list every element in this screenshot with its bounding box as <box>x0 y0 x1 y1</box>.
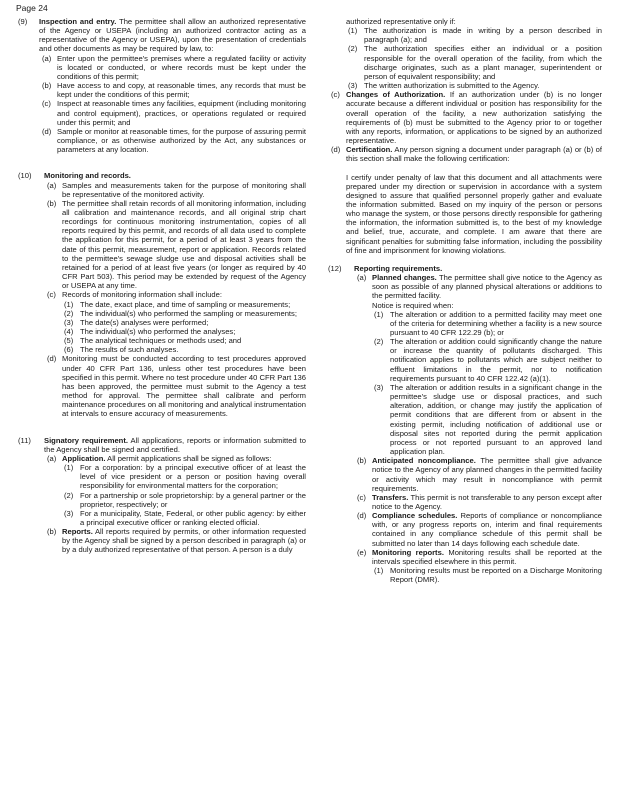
item-text: The date, exact place, and time of sampling or measurements; <box>80 299 291 309</box>
item-text: Reports of compliance or noncompliance with, or any progress reports on, interim and final requirements contained in any compliance schedule of this permit shall be submitted no later than 14 days following each schedule date. <box>372 511 602 548</box>
item-number: (3) <box>64 508 74 518</box>
section-title: Reporting requirements. <box>354 263 443 273</box>
item-number: (1) <box>348 26 358 36</box>
item-title: Transfers. <box>372 492 409 502</box>
item-text: Monitoring results shall be reported at the intervals specified elsewhere in this permit. <box>372 547 603 566</box>
item-text: The alteration or addition to a permitted facility may meet one of the criteria for determining whether a facility is a new source pursuant to 40 CFR 122.29 (b); or <box>390 309 602 337</box>
sub-list-item <box>62 509 306 527</box>
list-item <box>39 81 306 99</box>
item-text: For a partnership or sole proprietorship: by a general partner or the proprietor, respectively; or <box>80 490 306 509</box>
sub-list-item <box>62 327 306 336</box>
item-title: Monitoring reports. <box>372 547 444 557</box>
list-item <box>354 493 602 511</box>
list-item <box>44 181 306 199</box>
sub-list-item <box>62 463 306 490</box>
certification-statement: I certify under penalty of law that this document and all attachments were prepared under my direction or supervision in accordance with a system designed to assure that qualified personnel properly gather and evaluate the information submitted. Based on my inquiry of the person or persons who manage the system, or those persons directly responsible for gathering the information, the information submitted is, to the best of my knowledge and belief, true, accurate, and complete. I am aware that there are significant penalties for submitting false information, including the possibility of fine and imprisonment for knowing violations. <box>346 172 602 255</box>
item-text: The date(s) analyses were performed; <box>80 317 209 327</box>
section-title: Inspection and entry. <box>39 17 117 26</box>
sub-list-item <box>372 566 602 584</box>
item-text: authorized representative only if: <box>346 17 456 26</box>
item-number: (d) <box>47 354 57 364</box>
item-title: Planned changes. <box>372 273 437 283</box>
item-number: (d) <box>357 511 367 521</box>
item-text: Monitoring results must be reported on a Discharge Monitoring Report (DMR). <box>390 566 602 585</box>
list-item <box>44 527 306 554</box>
right-column <box>328 17 602 592</box>
section-number: (9) <box>18 17 28 26</box>
item-number: (2) <box>64 308 74 318</box>
item-title: Reports. <box>62 527 93 537</box>
item-number: (b) <box>357 456 367 466</box>
item-text: Have access to and copy, at reasonable times, any records that must be kept under the conditions of this permit; <box>57 81 306 100</box>
item-text: This permit is not transferable to any person except after notice to the Agency. <box>372 492 602 511</box>
list-item <box>354 548 602 585</box>
item-number: (b) <box>47 527 57 537</box>
item-text: For a municipality, State, Federal, or other public agency: by either a principal executive officer or ranking elected official. <box>80 508 306 527</box>
item-text: Sample or monitor at reasonable times, for the purpose of assuring permit compliance, or as otherwise authorized by the Act, any substances or parameters at any location. <box>57 126 306 155</box>
section-12-reporting-requirements <box>328 264 602 584</box>
item-text: The permittee shall give notice to the Agency as soon as possible of any planned physical alterations or additions to the permitted facility. <box>372 273 602 301</box>
item-text: The results of such analyses. <box>80 345 179 355</box>
item-text: The written authorization is submitted to the Agency. <box>364 81 540 91</box>
list-item <box>44 454 306 527</box>
item-number: (c) <box>331 90 340 100</box>
sub-list-item <box>372 337 602 383</box>
item-number: (4) <box>64 327 74 336</box>
sub-list-item <box>62 345 306 354</box>
item-number: (3) <box>374 382 384 392</box>
section-10-monitoring-and-records <box>18 171 306 418</box>
list-item <box>39 99 306 126</box>
item-text: Enter upon the permittee's premises where a regulated facility or activity is located or conducted, or where records must be kept under the conditions of this permit; <box>57 53 306 81</box>
item-text: Monitoring must be conducted according to test procedures approved under 40 CFR Part 136, unless other test procedures have been specified in this permit. Where no test procedure under 40 CFR Part 136 has been approved, the permittee must submit to the Agency a test method for approval. The permittee shall calibrate and perform maintenance procedures on all monitoring and analytical instrumentation at intervals to ensure accuracy of measurements. <box>62 354 306 419</box>
left-column <box>18 17 306 563</box>
section-text: All applications, reports or information submitted to the Agency shall be signed and certified. <box>44 435 306 454</box>
item-number: (d) <box>331 145 341 155</box>
sub-list-item <box>346 81 602 90</box>
item-number: (a) <box>47 453 57 463</box>
list-item <box>39 127 306 154</box>
item-text: If an authorization under (b) is no longer accurate because a different individual or position has responsibility for the overall operation of the facility, a new authorization satisfying the requirements of (b) must be submitted to the Agency prior to or together with any reports, information, or applications to be signed by an authorized representative. <box>346 90 602 146</box>
item-number: (c) <box>47 290 56 300</box>
section-text: The permittee shall allow an authorized representative of the Agency or USEPA (including an authorized contractor acting as a representative of the Agency or USEPA), upon the presentation of credentials and other documents as may be required by law, to: <box>39 17 306 54</box>
section-11-signatory-requirement <box>18 436 306 555</box>
item-number: (2) <box>64 490 74 500</box>
list-item <box>44 354 306 418</box>
item-number: (a) <box>47 180 57 190</box>
item-text: All reports required by permits, or other information requested by the Agency shall be signed by a person described in paragraph (a) or by a duly authorized representative of that person. A person is a duly <box>62 527 306 555</box>
item-number: (1) <box>64 299 74 309</box>
item-number: (e) <box>357 547 367 557</box>
item-text: The alteration or addition results in a significant change in the permittee's sludge use or disposal practices, and such alteration, addition, or change may justify the application of permit conditions that are different from or absent in the existing permit, including notification of additional use or disposal sites not reported during the permit application process or not reported pursuant to an approved land application plan. <box>390 382 602 457</box>
sub-list-item <box>62 491 306 509</box>
section-9-inspection-and-entry <box>18 17 306 154</box>
item-text: The authorization specifies either an individual or a position responsible for the overall operation of the facility, from which the discharge originates, such as a plant manager, superintendent or person of equivalent responsibility; and <box>364 44 602 81</box>
item-number: (2) <box>374 337 384 347</box>
item-number: (3) <box>348 81 358 91</box>
list-item <box>354 456 602 493</box>
sub-list-item <box>372 310 602 337</box>
item-number: (1) <box>64 463 74 473</box>
section-title: Monitoring and records. <box>44 171 131 181</box>
item-text: The analytical techniques or methods used; and <box>80 336 242 346</box>
item-title: Anticipated noncompliance. <box>372 456 476 466</box>
item-text: All permit applications shall be signed as follows: <box>107 453 272 463</box>
item-text: The authorization is made in writing by a person described in paragraph (a); and <box>364 26 602 45</box>
sub-list-item <box>62 300 306 309</box>
item-title: Certification. <box>346 145 393 155</box>
item-number: (2) <box>348 44 358 54</box>
page-number: Page 24 <box>16 3 48 13</box>
list-item <box>354 511 602 548</box>
item-number: (b) <box>42 81 52 91</box>
section-number: (12) <box>328 263 342 273</box>
list-item <box>328 145 602 255</box>
item-text: The permittee shall give advance notice to the Agency of any planned changes in the permitted facility or activity which may result in noncompliance with permit requirements. <box>372 456 603 493</box>
item-number: (6) <box>64 345 74 355</box>
list-item <box>44 290 306 354</box>
item-number: (3) <box>64 317 74 327</box>
item-number: (1) <box>374 566 384 576</box>
item-number: (b) <box>47 198 57 208</box>
list-item <box>328 90 602 145</box>
sub-list-item <box>62 309 306 318</box>
item-number: (c) <box>357 492 366 502</box>
list-item <box>39 54 306 81</box>
sub-list-item <box>62 318 306 327</box>
section-number: (10) <box>18 171 32 181</box>
item-text: The individual(s) who performed the analyses; <box>80 327 236 336</box>
item-text: The alteration or addition could significantly change the nature or increase the quantity of pollutants discharged. This notification applies to pollutants which are subject neither to effluent limitations in the permit, nor to notification requirements pursuant to 40 CFR 122.42 (a)(1). <box>390 337 602 383</box>
item-number: (5) <box>64 336 74 346</box>
sub-list-item <box>346 44 602 81</box>
item-title: Application. <box>62 453 106 463</box>
item-title: Compliance schedules. <box>372 511 458 521</box>
sub-list-item <box>62 336 306 345</box>
item-text: Records of monitoring information shall include: <box>62 290 222 300</box>
item-number: (c) <box>42 99 51 109</box>
item-text: The permittee shall retain records of all monitoring information, including all calibration and maintenance records, and all original strip chart recordings for continuous monitoring instrumentation, copies of all reports required by this permit, and records of all data used to complete the application for this permit, for a period of at least 3 years from the date of this permit, measurement, report or application. Records related to the permittee's sewage sludge use and disposal activities shall be retained for a period of at least five years (or longer as required by 40 CFR Part 503). This period may be extended by request of the Agency or USEPA at any time. <box>62 198 306 291</box>
item-number: (a) <box>42 53 52 63</box>
item-number: (1) <box>374 309 384 319</box>
item-number: (d) <box>42 126 52 136</box>
sub-list-item <box>346 26 602 44</box>
list-item <box>44 199 306 291</box>
item-text: Samples and measurements taken for the purpose of monitoring shall be representative of the monitored activity. <box>62 180 306 199</box>
section-number: (11) <box>18 435 31 445</box>
sub-list-item <box>372 383 602 456</box>
notice-text: Notice is required when: <box>372 300 454 310</box>
item-text: Inspect at reasonable times any facilities, equipment (including monitoring and control equipment), practices, or operations regulated or required under this permit; and <box>57 99 306 127</box>
list-item <box>354 273 602 456</box>
item-text: The individual(s) who performed the sampling or measurements; <box>80 308 297 318</box>
item-text: For a corporation: by a principal executive officer of at least the level of vice president or a person or position having overall responsibility for environmental matters for the corporation; <box>80 463 306 491</box>
item-text: Any person signing a document under paragraph (a) or (b) of this section shall make the following certification: <box>346 145 602 164</box>
section-title: Signatory requirement. <box>44 435 128 445</box>
item-number: (a) <box>357 273 367 283</box>
continued-item <box>328 17 602 90</box>
item-title: Changes of Authorization. <box>346 90 446 100</box>
